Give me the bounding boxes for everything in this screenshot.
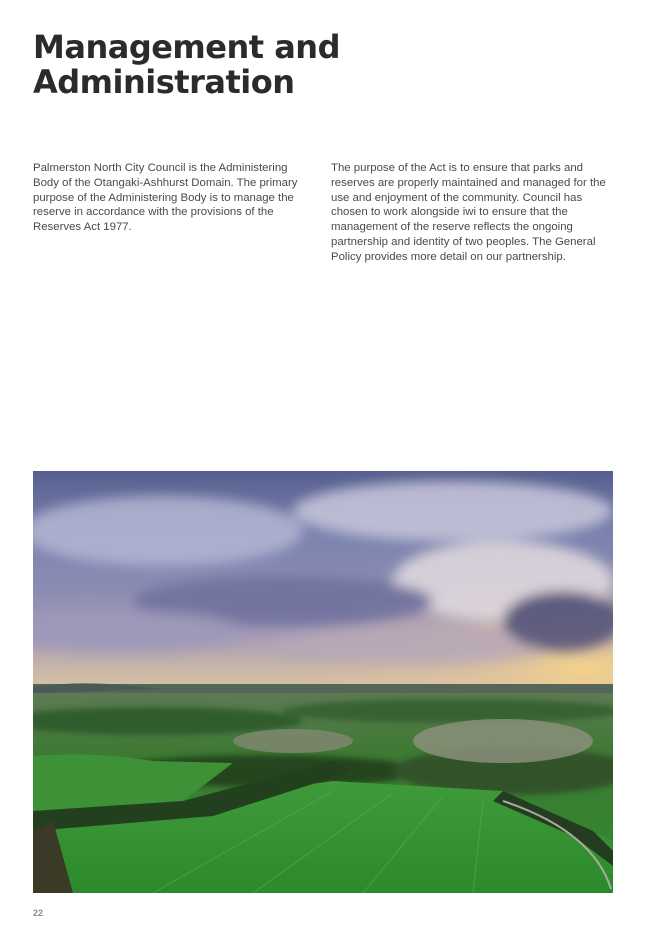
page-number: 22: [33, 908, 44, 918]
page-heading-line-1: Management and: [33, 28, 340, 66]
aerial-landscape-photo: [33, 471, 613, 893]
page-heading-line-2: Administration: [33, 63, 295, 101]
right-column-paragraph: The purpose of the Act is to ensure that parks and reserves are properly maintained and managed for the use and enjoyment of the community. Council has chosen to work alongside iwi to ensure that the management of the reserve reflects the ongoing partnership and identity of two peoples. The General Policy provides more detail on our partnership.: [331, 162, 606, 263]
left-column-paragraph: Palmerston North City Council is the Administering Body of the Otangaki-Ashhurst Domain. The primary purpose of the Administering Body is to manage the reserve in accordance with the provisions of the Reserves Act 1977.: [33, 162, 298, 234]
page-heading: [33, 30, 340, 100]
